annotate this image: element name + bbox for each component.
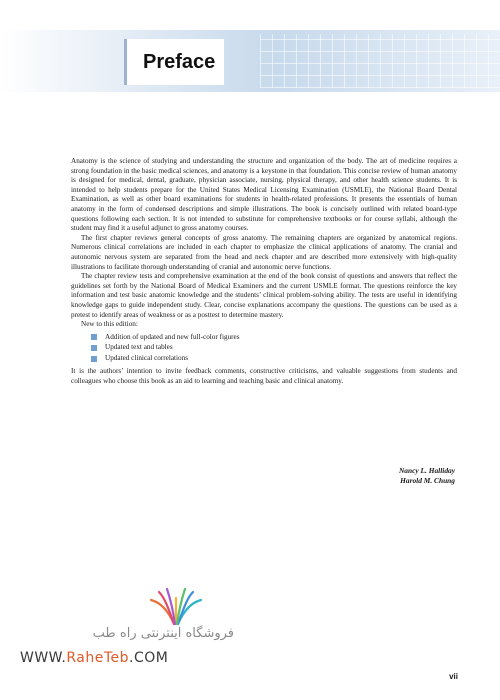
watermark-persian-text: فروشگاه اینترنتی راه طب [92,626,234,641]
square-bullet-icon [91,345,97,351]
watermark-url [20,650,168,666]
open-book-logo-icon [145,588,207,628]
header-grid-decoration [260,34,500,88]
author-name: Harold M. Chung [400,476,455,485]
list-item [91,333,457,343]
url-prefix: WWW. [20,650,67,666]
square-bullet-icon [91,334,97,340]
authors [399,466,455,486]
paragraph: The first chapter reviews general concepts of gross anatomy. The remaining chapters are organized by anatomical regions. Numerous clinical correlations are included in each chapter to emphasize the clinical applications of anatomy. The cranial and autonomic nervous system are separated from the head and neck chapter and are described more extensively with high-quality illustrations to facilitate thorough understanding of cranial and autonomic nerve functions. [71,233,457,271]
square-bullet-icon [91,356,97,362]
list-item-text: Addition of updated and new full-color figures [105,332,240,341]
author-name: Nancy L. Halliday [398,466,455,475]
list-item [91,343,457,353]
paragraph: Anatomy is the science of studying and understanding the structure and organization of the body. The art of medicine requires a strong foundation in the basic medical sciences, and anatomy is a keystone in that foundation. This concise review of human anatomy is designed for medical, dental, graduate, physician associate, nursing, physical therapy, and other health science students. It is intended to help students prepare for the United States Medical Licensing Examination (USMLE), the National Board Dental Examination, as well as other board examinations for students in health-related professions. It presents the essentials of human anatomy in the form of condensed descriptions and simple illustrations. The book is concisely outlined with related board-type questions following each section. It is not intended to substitute for comprehensive textbooks or for course syllabi, although the student may find it a useful adjunct to gross anatomy courses. [71,157,457,233]
new-items-list [91,333,457,364]
page-number: vii [449,672,458,681]
paragraph: The chapter review tests and comprehensive examination at the end of the book consist of questions and answers that reflect the guidelines set forth by the National Board of Medical Examiners and the current USMLE format. The questions reinforce the key information and test basic anatomic knowledge and the students’ clinical problem-solving ability. The tests are useful in identifying knowledge gaps to guide independent study. Clear, concise explanations accompany the questions. The questions can be used as a pretest to identify areas of weakness or as a posttest to determine mastery. [71,272,457,319]
closing-paragraph: It is the authors’ intention to invite feedback comments, constructive criticisms, and valuable suggestions from students and colleagues who choose this book as an aid to learning and teaching basic and clinical anatomy. [71,367,457,386]
page-title: Preface [143,50,216,73]
url-name: RaheTeb [66,650,130,666]
list-item-text: Updated clinical correlations [105,353,189,362]
list-item [91,354,457,364]
preface-body [71,157,457,387]
new-edition-heading: New to this edition: [81,320,138,329]
url-suffix: .COM [129,650,169,666]
list-item-text: Updated text and tables [105,343,173,352]
title-box [124,39,224,85]
